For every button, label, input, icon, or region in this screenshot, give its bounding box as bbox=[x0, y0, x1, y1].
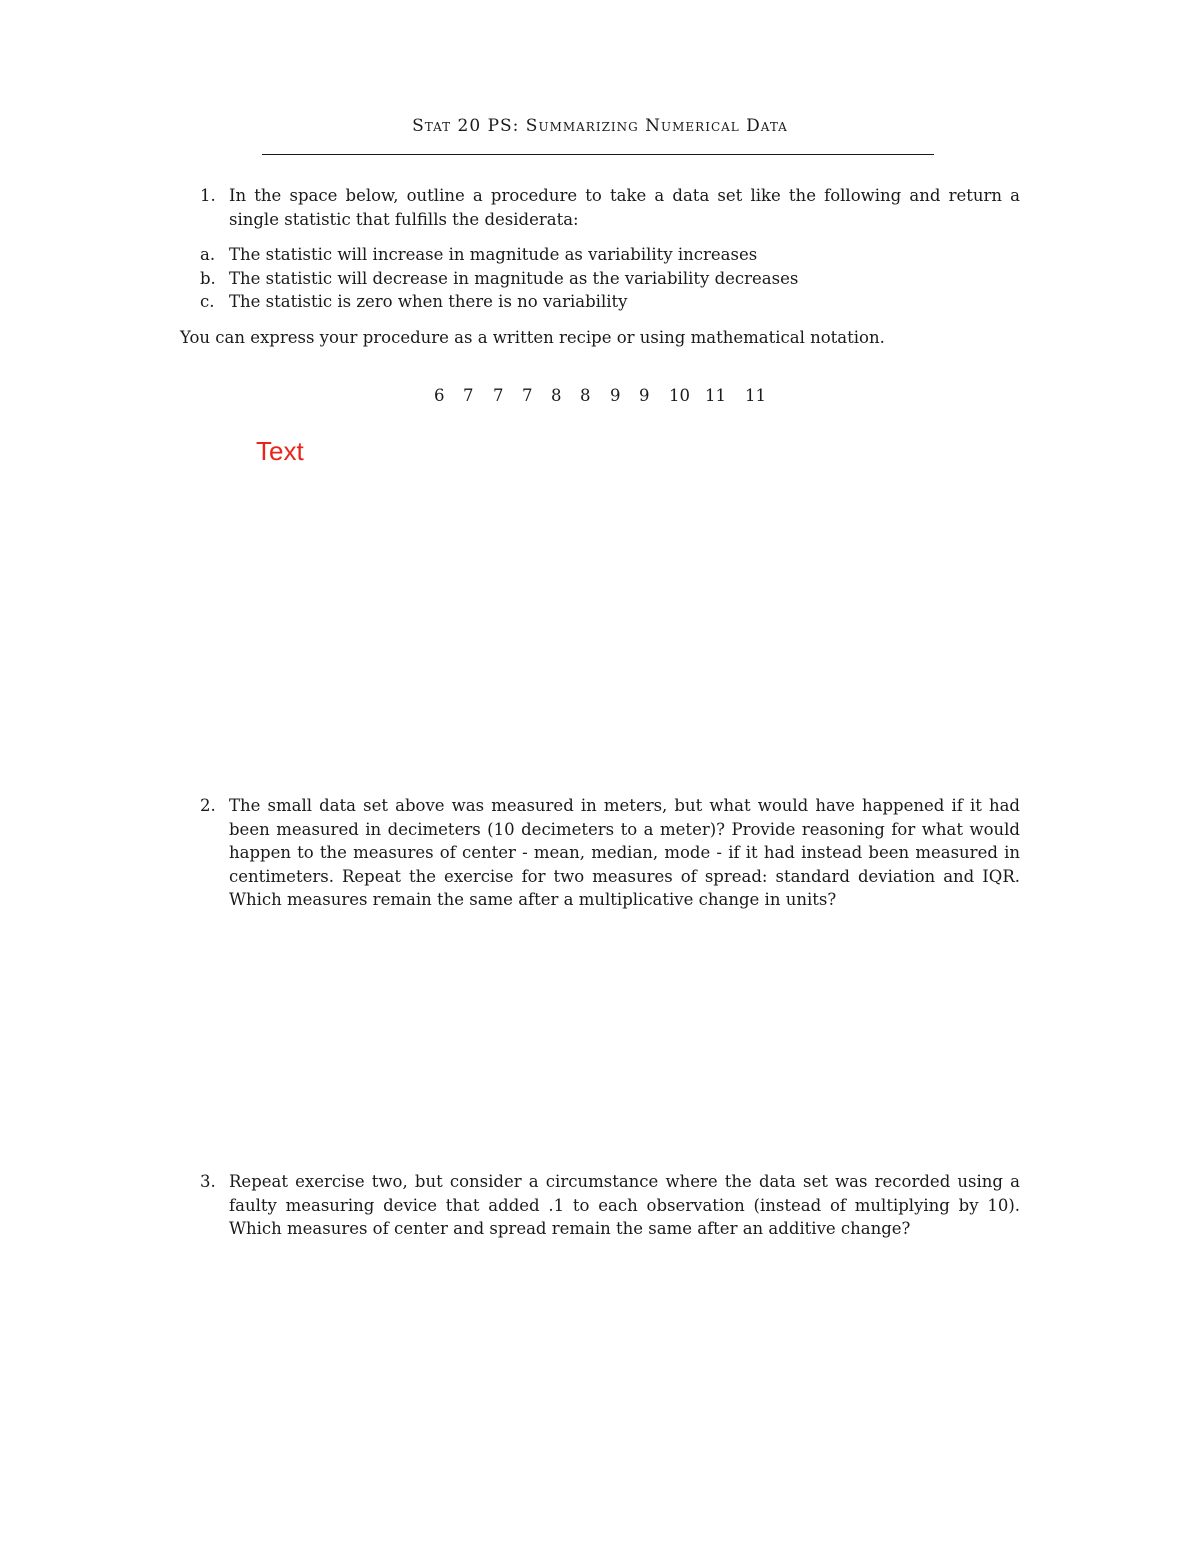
data-value: 7 bbox=[493, 386, 504, 405]
list-item-text: The statistic is zero when there is no variability bbox=[229, 292, 628, 311]
list-item-label: a. bbox=[200, 245, 216, 264]
page-title: Stat 20 PS: Summarizing Numerical Data bbox=[412, 116, 788, 136]
list-item bbox=[200, 243, 1020, 267]
data-set-values bbox=[0, 384, 1200, 408]
question-2 bbox=[200, 794, 1020, 912]
question-1-number: 1. bbox=[200, 186, 216, 205]
data-value: 9 bbox=[639, 386, 650, 405]
question-3 bbox=[200, 1170, 1020, 1241]
list-item bbox=[200, 290, 1020, 314]
question-3-number: 3. bbox=[200, 1172, 216, 1191]
question-2-text: The small data set above was measured in meters, but what would have happened if it had been measured in decimeters (10 decimeters to a meter)? Provide reasoning for what would happen to the measures of center - mean, median, mode - if it had instead been measured in centimeters. Repeat the exercise for two measures of spread: standard deviation and IQR. Which measures remain the same after a multiplicative change in units? bbox=[229, 796, 1020, 909]
text-annotation[interactable]: Text bbox=[256, 436, 304, 466]
data-value: 8 bbox=[551, 386, 562, 405]
header-divider bbox=[262, 154, 934, 155]
question-1-text: In the space below, outline a procedure to take a data set like the following and return a single statistic that fulfills the desiderata: bbox=[229, 186, 1020, 229]
list-item bbox=[200, 267, 1020, 291]
data-value: 11 bbox=[705, 386, 726, 405]
question-1-desiderata-list bbox=[200, 243, 1020, 314]
data-value: 10 bbox=[669, 386, 690, 405]
data-value: 11 bbox=[745, 386, 766, 405]
list-item-text: The statistic will increase in magnitude as variability increases bbox=[229, 245, 758, 264]
question-2-number: 2. bbox=[200, 796, 216, 815]
list-item-label: b. bbox=[200, 268, 216, 288]
question-1 bbox=[200, 184, 1020, 231]
data-value: 7 bbox=[522, 386, 533, 405]
data-value: 9 bbox=[610, 386, 621, 405]
data-value: 7 bbox=[463, 386, 474, 405]
data-value: 6 bbox=[434, 386, 445, 405]
question-3-text: Repeat exercise two, but consider a circumstance where the data set was recorded using a faulty measuring device that added .1 to each observation (instead of multiplying by 10). Which measures of center and spread remain the same after an additive change? bbox=[229, 1172, 1020, 1238]
list-item-text: The statistic will decrease in magnitude as the variability decreases bbox=[229, 268, 799, 288]
question-1-note: You can express your procedure as a written recipe or using mathematical notation. bbox=[180, 328, 885, 347]
list-item-label: c. bbox=[200, 292, 215, 311]
data-value: 8 bbox=[580, 386, 591, 405]
